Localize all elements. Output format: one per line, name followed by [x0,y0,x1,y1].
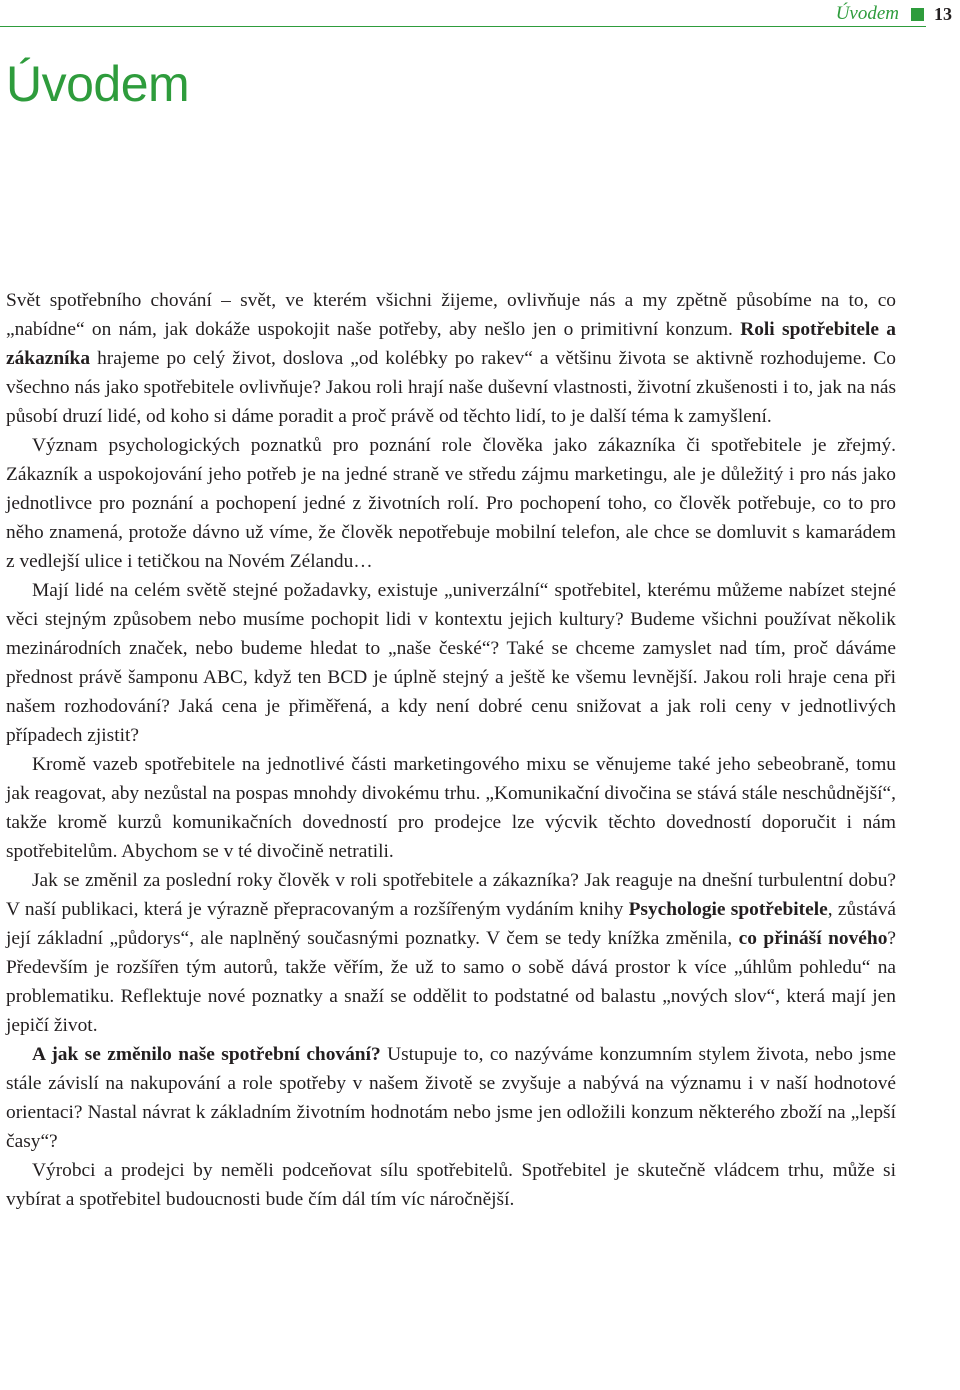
running-title: Úvodem [835,3,899,24]
paragraph [6,1040,896,1156]
paragraph [6,286,896,431]
page-number: 13 [934,3,952,24]
bold-phrase: A jak se změnilo naše spotřební chování? [32,1044,381,1065]
text-run: , zůstává její základní „půdorys“, ale naplněný současnými poznatky. V čem se tedy knížka změnila, [6,899,896,949]
chapter-title: Úvodem [6,56,190,112]
paragraph [6,1156,896,1214]
green-square-marker [911,8,924,21]
bold-phrase: co přináší nového [738,928,888,949]
paragraph [6,866,896,1040]
body-text [6,286,896,1214]
text-run: Ustupuje to, co nazýváme konzumním stylem života, nebo jsme stále závislí na nakupování a role spotřeby v našem životě se zvyšuje a nabývá na významu i v naší hodnotové orientaci? Nastal návrat k základním životním hodnotám nebo jsme jen odložili konzum některého zboží na „lepší časy“? [6,1044,896,1152]
text-run: Výrobci a prodejci by neměli podceňovat sílu spotřebitelů. Spotřebitel je skutečně vládcem trhu, může si vybírat a spotřebitel budoucnosti bude čím dál tím víc náročnější. [6,1160,896,1210]
text-run: Kromě vazeb spotřebitele na jednotlivé části marketingového mixu se věnujeme také jeho sebeobraně, tomu jak reagovat, aby nezůstal na pospas mnohdy divokému trhu. „Komunikační divočina se stává stále neschůdnější“, takže kromě kurzů komunikačních dovedností pro prodejce lze výcvik těchto dovedností doporučit i nám spotřebitelům. Abychom se v té divočině netratili. [6,754,896,862]
running-header [836,2,960,26]
text-run: ? Především je rozšířen tým autorů, takže věřím, že už to samo o sobě dává prostor k více „úhlům pohledu“ na problematiku. Reflektuje nové poznatky a snaží se oddělit to podstatné od balastu „nových slov“, která mají jen jepičí život. [6,928,896,1036]
text-run: Význam psychologických poznatků pro poznání role člověka jako zákazníka či spotřebitele je zřejmý. Zákazník a uspokojování jeho potřeb je na jedné straně ve středu zájmu marketingu, ale je důležitý i pro nás jako jednotlivce pro poznání a pochopení jedné z životních rolí. Pro pochopení toho, co člověk potřebuje, co to pro něho znamená, protože dávno už víme, že člověk nepotřebuje mobilní telefon, ale chce se domluvit s kamarádem z vedlejší ulice i tetičkou na Novém Zélandu… [6,435,896,572]
bold-phrase: Roli spotřebitele a zákazníka [6,319,896,369]
paragraph [6,576,896,750]
text-run: Mají lidé na celém světě stejné požadavky, existuje „univerzální“ spotřebitel, kterému můžeme nabízet stejné věci stejným způsobem nebo musíme pochopit lidi v kontextu jejich kultury? Budeme všichni používat několik mezinárodních značek, nebo budeme hledat to „naše české“? Také se chceme zamyslet nad tím, proč dáváme přednost právě šamponu ABC, když ten BCD je úplně stejný a ještě ke všemu levnější. Jakou roli hraje cena při našem rozhodování? Jaká cena je přiměřená, a kdy není dobré cenu snižovat a jak roli ceny v jednotlivých případech zjistit? [6,580,896,746]
text-run: Svět spotřebního chování – svět, ve kterém všichni žijeme, ovlivňuje nás a my zpětně působíme na to, co „nabídne“ on nám, jak dokáže uspokojit naše potřeby, aby nešlo jen o primitivní konzum. [6,290,896,340]
text-run: hrajeme po celý život, doslova „od kolébky po rakev“ a většinu života se aktivně rozhodujeme. Co všechno nás jako spotřebitele ovlivňuje? Jakou roli hrají naše duševní vlastnosti, životní zkušenosti i to, jak na nás působí druzí lidé, od koho si dáme poradit a proč právě od těchto lidí, to je další téma k zamyšlení. [6,348,896,427]
text-run: Jak se změnil za poslední roky člověk v roli spotřebitele a zákazníka? Jak reaguje na dnešní turbulentní dobu? V naší publikaci, která je výrazně přepracovaným a rozšířeným vydáním knihy [6,870,896,920]
paragraph [6,431,896,576]
paragraph [6,750,896,866]
bold-phrase: Psychologie spotřebitele [628,899,828,920]
header-rule [0,26,926,27]
